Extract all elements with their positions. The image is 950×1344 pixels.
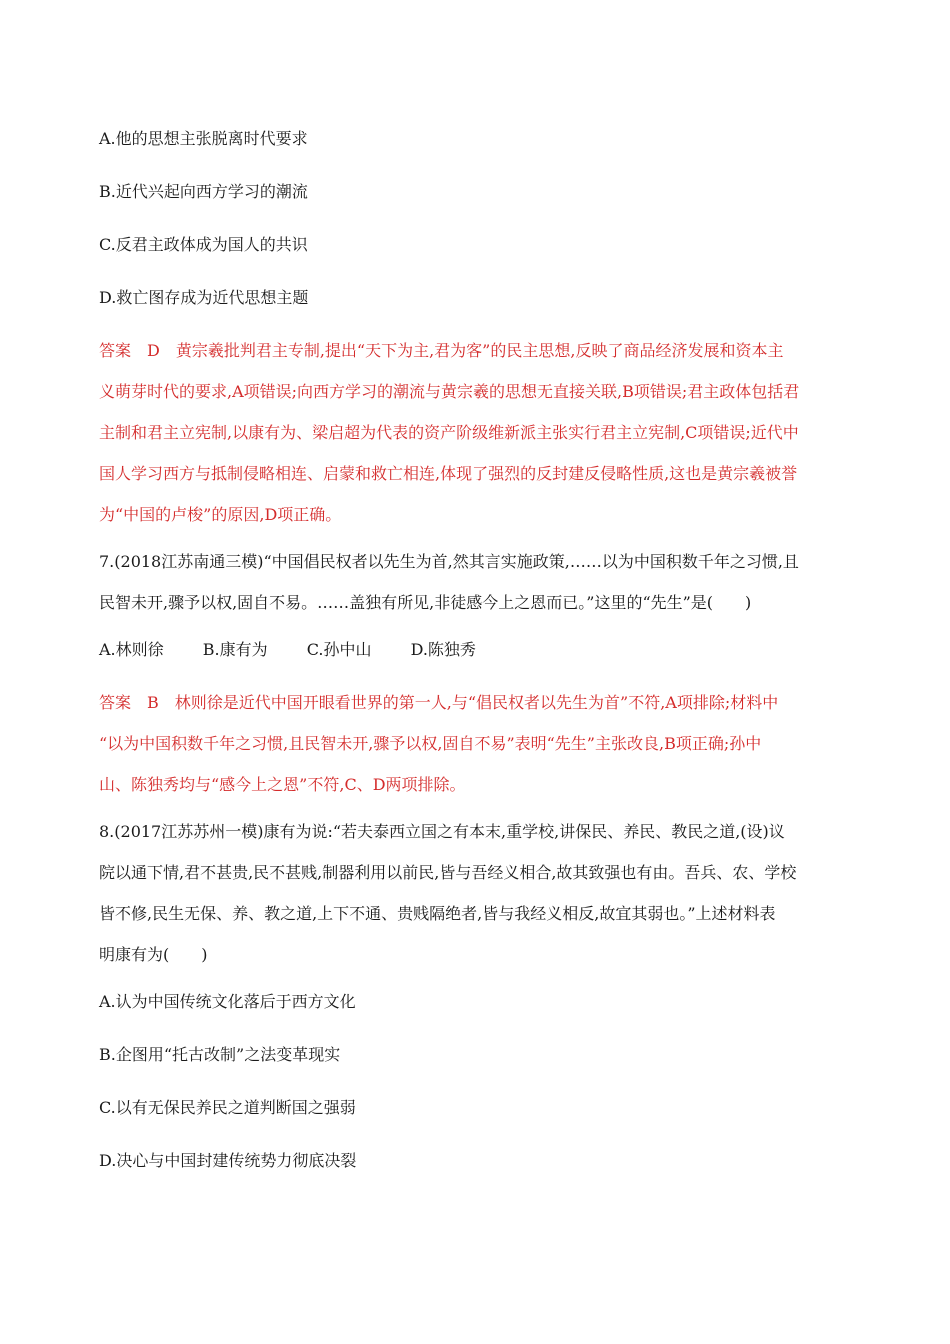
q6-option-d: D.救亡图存成为近代思想主题 (99, 288, 309, 307)
q6-option-c: C.反君主政体成为国人的共识 (99, 235, 308, 254)
q6-answer-line: 主制和君主立宪制,以康有为、梁启超为代表的资产阶级维新派主张实行君主立宪制,C项错误;近代中 (99, 423, 799, 442)
q8-stem-line: 院以通下情,君不甚贵,民不甚贱,制器利用以前民,皆与吾经义相合,故其致强也有由。吾兵、农、学校 (99, 863, 797, 882)
q7-stem-line: 民智未开,骤予以权,固自不易。……盖独有所见,非徒感今上之恩而已。”这里的“先生”是( ) (99, 593, 752, 612)
q8-stem-line: 皆不修,民生无保、养、教之道,上下不通、贵贱隔绝者,皆与我经义相反,故宜其弱也。”上述材料表 (99, 904, 776, 923)
document-page (99, 112, 849, 1187)
q8-option-a: A.认为中国传统文化落后于西方文化 (99, 992, 356, 1011)
q8-option-c: C.以有无保民养民之道判断国之强弱 (99, 1098, 356, 1117)
q7-option-a: A.林则徐 (99, 640, 164, 659)
q8-stem-line: 8.(2017江苏苏州一模)康有为说:“若夫泰西立国之有本末,重学校,讲保民、养民、教民之道,(设)议 (99, 822, 785, 841)
q7-stem (99, 541, 849, 623)
q6-option-a: A.他的思想主张脱离时代要求 (99, 129, 308, 148)
q7-option-d: D.陈独秀 (410, 640, 476, 659)
q6-options (99, 112, 849, 324)
q7-stem-line: 7.(2018江苏南通三模)“中国倡民权者以先生为首,然其言实施政策,……以为中国积数千年之习惯,且 (99, 552, 799, 571)
q7-answer-line: 答案 B 林则徐是近代中国开眼看世界的第一人,与“倡民权者以先生为首”不符,A项排除;材料中 (99, 693, 779, 712)
q8-stem (99, 811, 849, 975)
q6-answer (99, 330, 849, 535)
q7-answer-line: “以为中国积数千年之习惯,且民智未开,骤予以权,固自不易”表明“先生”主张改良,B项正确;孙中 (99, 734, 762, 753)
q6-answer-line: 国人学习西方与抵制侵略相连、启蒙和救亡相连,体现了强烈的反封建反侵略性质,这也是黄宗羲被誉 (99, 464, 798, 483)
q8-stem-line: 明康有为( ) (99, 945, 208, 964)
q7-answer-line: 山、陈独秀均与“感今上之恩”不符,C、D两项排除。 (99, 775, 466, 794)
q6-option-b: B.近代兴起向西方学习的潮流 (99, 182, 308, 201)
q7-answer (99, 682, 849, 805)
q7-option-c: C.孙中山 (306, 640, 372, 659)
q6-answer-line: 为“中国的卢梭”的原因,D项正确。 (99, 505, 342, 524)
q7-options (99, 623, 849, 676)
q7-option-b: B.康有为 (202, 640, 268, 659)
q8-options (99, 975, 849, 1187)
q8-option-d: D.决心与中国封建传统势力彻底决裂 (99, 1151, 357, 1170)
q8-option-b: B.企图用“托古改制”之法变革现实 (99, 1045, 341, 1064)
q6-answer-line: 答案 D 黄宗羲批判君主专制,提出“天下为主,君为客”的民主思想,反映了商品经济发展和资本主 (99, 341, 784, 360)
q6-answer-line: 义萌芽时代的要求,A项错误;向西方学习的潮流与黄宗羲的思想无直接关联,B项错误;君主政体包括君 (99, 382, 800, 401)
